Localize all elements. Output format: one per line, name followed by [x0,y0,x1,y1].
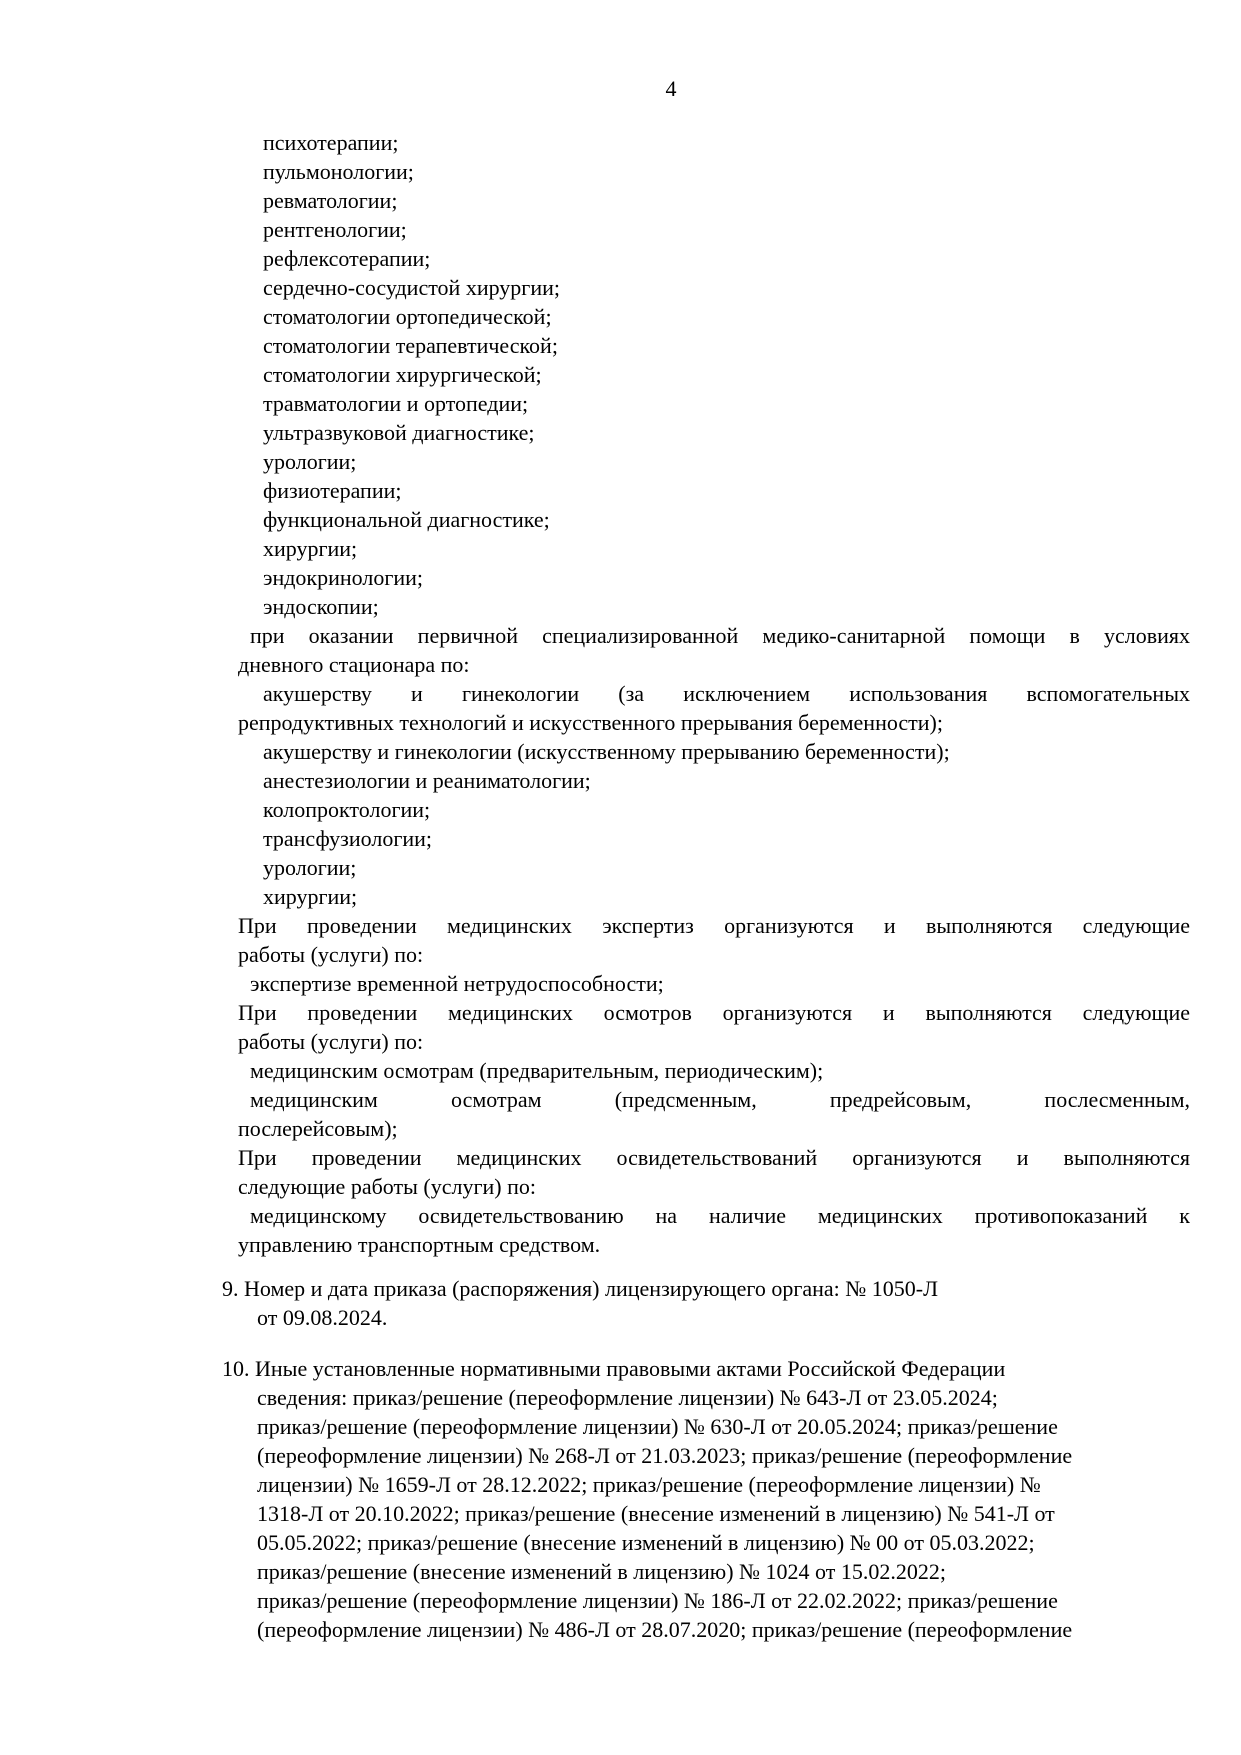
text-line: 1318-Л от 20.10.2022; приказ/решение (внесение изменений в лицензию) № 541-Л от [257,1501,1055,1526]
text-line: приказ/решение (переоформление лицензии) № 630-Л от 20.05.2024; приказ/решение [257,1414,1058,1439]
list-item: трансфузиологии; [263,826,432,851]
list-item: психотерапии; [263,130,399,155]
text-line: управлению транспортным средством. [238,1232,601,1257]
text-line: (переоформление лицензии) № 268-Л от 21.03.2023; приказ/решение (переоформление [257,1443,1073,1468]
list-item: эндокринологии; [263,565,424,590]
text-line: экспертизе временной нетрудоспособности; [250,971,664,996]
text-line: дневного стационара по: [238,652,470,677]
list-item: акушерству и гинекологии (за исключением использования вспомогательных [263,681,1190,706]
text-line: от 09.08.2024. [257,1305,388,1330]
list-item: пульмонологии; [263,159,414,184]
text-line: При проведении медицинских экспертиз организуются и выполняются следующие [238,913,1190,938]
list-item: хирургии; [263,536,358,561]
list-item: физиотерапии; [263,478,402,503]
text-line: при оказании первичной специализированной медико-санитарной помощи в условиях [250,623,1190,648]
text-line: При проведении медицинских осмотров организуются и выполняются следующие [238,1000,1190,1025]
section-9-order-number [222,1274,1190,1332]
list-item: урологии; [263,449,357,474]
text-line: медицинским осмотрам (предсменным, предрейсовым, послесменным, [250,1087,1190,1112]
text-line: приказ/решение (внесение изменений в лицензию) № 1024 от 15.02.2022; [257,1559,946,1584]
list-item: эндоскопии; [263,594,379,619]
text-line: сведения: приказ/решение (переоформление лицензии) № 643-Л от 23.05.2024; [257,1385,998,1410]
list-item: урологии; [263,855,357,880]
text-line: лицензии) № 1659-Л от 28.12.2022; приказ/решение (переоформление лицензии) № [257,1472,1041,1497]
section-10-other-info [222,1354,1190,1644]
text-line: послерейсовым); [238,1116,398,1141]
text-line: работы (услуги) по: [238,1029,424,1054]
list-item: хирургии; [263,884,358,909]
list-item: акушерству и гинекологии (искусственному прерыванию беременности); [263,739,950,764]
text-line: медицинскому освидетельствованию на наличие медицинских противопоказаний к [250,1203,1190,1228]
text-line: работы (услуги) по: [238,942,424,967]
text-line: следующие работы (услуги) по: [238,1174,536,1199]
list-item: стоматологии ортопедической; [263,304,552,329]
text-line: медицинским осмотрам (предварительным, периодическим); [250,1058,824,1083]
list-item: ультразвуковой диагностике; [263,420,535,445]
text-line: 10. Иные установленные нормативными правовыми актами Российской Федерации [222,1356,1006,1381]
list-item: сердечно-сосудистой хирургии; [263,275,560,300]
services-list [238,128,1190,1259]
text-line: приказ/решение (переоформление лицензии) № 186-Л от 22.02.2022; приказ/решение [257,1588,1058,1613]
list-item: ревматологии; [263,188,398,213]
text-line: При проведении медицинских освидетельствований организуются и выполняются [238,1145,1190,1170]
list-item: анестезиологии и реаниматологии; [263,768,591,793]
list-item: функциональной диагностике; [263,507,550,532]
list-item: стоматологии терапевтической; [263,333,558,358]
text-line: 05.05.2022; приказ/решение (внесение изменений в лицензию) № 00 от 05.03.2022; [257,1530,1035,1555]
text-line: (переоформление лицензии) № 486-Л от 28.07.2020; приказ/решение (переоформление [257,1617,1073,1642]
list-item: стоматологии хирургической; [263,362,542,387]
text-line: репродуктивных технологий и искусственного прерывания беременности); [238,710,943,735]
page-number: 4 [665,76,677,101]
text-line: 9. Номер и дата приказа (распоряжения) лицензирующего органа: № 1050-Л [222,1276,939,1301]
list-item: рентгенологии; [263,217,407,242]
list-item: рефлексотерапии; [263,246,431,271]
list-item: травматологии и ортопедии; [263,391,529,416]
list-item: колопроктологии; [263,797,431,822]
